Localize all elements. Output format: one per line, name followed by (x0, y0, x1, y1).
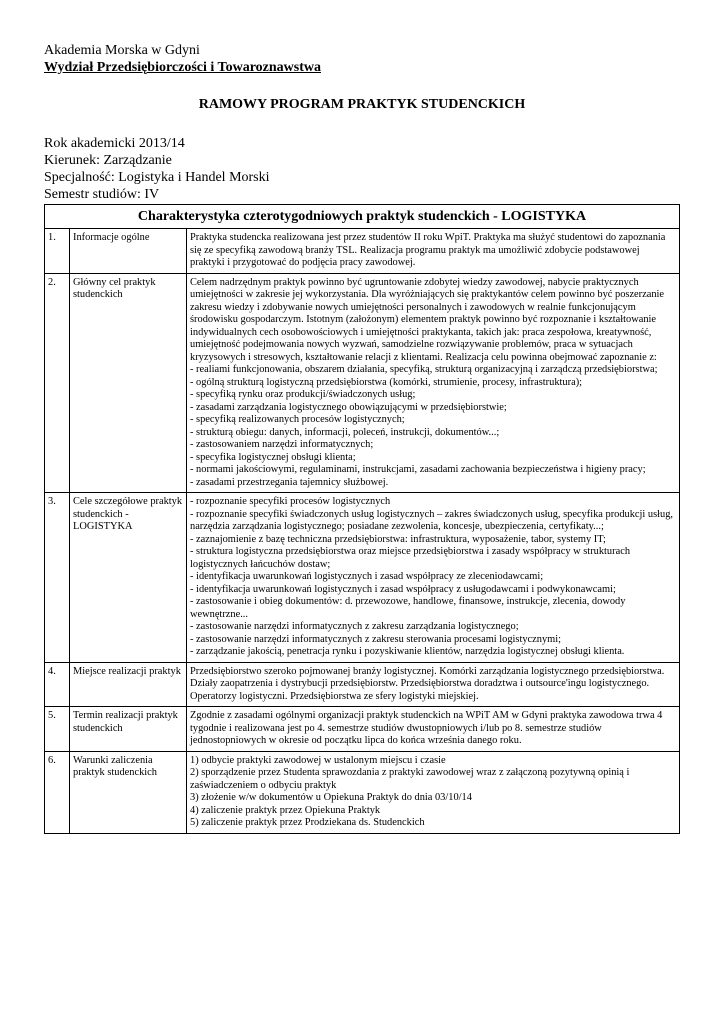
row-label: Informacje ogólne (70, 229, 187, 274)
table-row (45, 707, 680, 752)
row-content (187, 707, 680, 752)
row-label: Miejsce realizacji praktyk (70, 662, 187, 707)
program-table-body (45, 229, 680, 834)
content-line: - zastosowanie narzędzi informatycznych z zakresu zarządzania logistycznego; (190, 621, 519, 632)
content-line: - strukturą obiegu: danych, informacji, poleceń, instrukcji, dokumentów...; (190, 426, 500, 438)
table-row (45, 229, 680, 274)
content-line: 2) sporządzenie przez Studenta sprawozdania z praktyki zawodowej wraz z załączoną pozytywną opinią i zaświadczeniem o odbyciu praktyk (190, 767, 630, 791)
field-of-study: Kierunek: Zarządzanie (44, 153, 172, 168)
content-line: - identyfikacja uwarunkowań logistycznych i zasad współpracy z usługodawcami i podwykonawcami; (190, 583, 616, 595)
content-line: Praktyka studencka realizowana jest przez studentów II roku WpiT. Praktyka ma służyć studentowi do zapoznania się ze specyfiką zawodową branży TSL. Realizacja programu praktyk ma umożliwić zdobycie podstawowej praktyki i przygotować do podjęcia pracy zawodowej. (190, 232, 666, 268)
table-row (45, 493, 680, 663)
row-content (187, 493, 680, 663)
content-line: Przedsiębiorstwo szeroko pojmowanej branży logistycznej. Komórki zarządzania logistycznego przedsiębiorstwa. Działy zaopatrzenia i dystrybucji przedsiębiorstw. Przedsiębiorstwa doradztwa i outsource'ingu logistycznego. Operatorzy logistyczni. Przedsiębiorstwa ze sfery logistyki miejskiej. (190, 665, 665, 702)
row-label: Główny cel praktyk studenckich (70, 273, 187, 493)
row-content (187, 662, 680, 707)
program-info (44, 135, 680, 203)
content-line: - zasadami przestrzegania tajemnicy służbowej. (190, 476, 389, 488)
content-line: - identyfikacja uwarunkowań logistycznych i zasad współpracy ze zleceniodawcami; (190, 571, 544, 582)
row-number: 3. (45, 493, 70, 663)
institution-name: Akademia Morska w Gdyni (44, 43, 200, 58)
specialization: Specjalność: Logistyka i Handel Morski (44, 170, 270, 185)
row-number: 2. (45, 273, 70, 493)
content-line: - normami jakościowymi, regulaminami, instrukcjami, zasadami zachowania bezpieczeństwa i higieny pracy; (190, 464, 646, 475)
document-title: RAMOWY PROGRAM PRAKTYK STUDENCKICH (198, 97, 526, 112)
content-line: - zasadami zarządzania logistycznego obowiązującymi w przedsiębiorstwie; (190, 401, 507, 413)
content-line: - zaznajomienie z bazę techniczna przedsiębiorstwa: infrastruktura, wyposażenie, tabor, systemy IT; (190, 533, 606, 545)
row-number: 6. (45, 751, 70, 833)
table-row (45, 273, 680, 493)
content-line: - specyfiką realizowanych procesów logistycznych; (190, 414, 405, 425)
content-line: - zarządzanie jakością, penetracja rynku i pozyskiwanie klientów, narzędzia logistycznej obsługi klienta. (190, 646, 625, 657)
content-line: - rozpoznanie specyfiki procesów logistycznych (190, 496, 391, 507)
row-number: 1. (45, 229, 70, 274)
table-row (45, 662, 680, 707)
content-line: - specyfika logistycznej obsługi klienta; (190, 451, 356, 463)
document-page (44, 42, 680, 828)
row-number: 5. (45, 707, 70, 752)
row-content (187, 273, 680, 493)
row-label: Termin realizacji praktyk studenckich (70, 707, 187, 752)
table-heading: Charakterystyka czterotygodniowych praktyk studenckich - LOGISTYKA (45, 205, 680, 229)
row-number: 4. (45, 662, 70, 707)
content-line: 5) zaliczenie praktyk przez Prodziekana ds. Studenckich (190, 817, 425, 828)
row-content (187, 229, 680, 274)
faculty-name: Wydział Przedsiębiorczości i Towaroznawstwa (44, 60, 321, 75)
program-table (44, 204, 680, 834)
content-line: - zastosowanie narzędzi informatycznych z zakresu sterowania procesami logistycznymi; (190, 633, 562, 645)
row-label: Cele szczegółowe praktyk studenckich - LOGISTYKA (70, 493, 187, 663)
content-line: - struktura logistyczna przedsiębiorstwa oraz miejsce przedsiębiorstwa i zasady współpracy w strukturach logistycznych łańcuchów dostaw; (190, 546, 631, 570)
semester: Semestr studiów: IV (44, 187, 160, 202)
content-line: 4) zaliczenie praktyk przez Opiekuna Praktyk (190, 804, 381, 816)
content-line: Zgodnie z zasadami ogólnymi organizacji praktyk studenckich na WPiT AM w Gdyni praktyka zawodowa trwa 4 tygodnie i realizowana jest po 4. semestrze studiów dwustopniowych i/lub po 8. semestrze studiów jednostopniowych w okresie od początku lipca do końca września danego roku. (190, 710, 663, 746)
content-line: - realiami funkcjonowania, obszarem działania, specyfiką, strukturą organizacyjną i zarządczą przedsiębiorstwa; (190, 364, 658, 375)
row-content (187, 751, 680, 833)
content-line: Celem nadrzędnym praktyk powinno być ugruntowanie zdobytej wiedzy zawodowej, nabycie praktycznych umiejętności w zakresie jej wykorzystania. Dla wyróżniających się praktykantów celem powinno być poszerzanie zakresu wiedzy i zdobywanie nowych umiejętności personalnych i zawodowych w realnie funkcjonującym środowisku gospodarczym. Istotnym (założonym) elementem praktyk powinno być rozpoznanie i kształtowanie indywidualnych cech osobowościowych i umiejętności praktykanta, takich jak: praca zespołowa, kreatywność, umiejętność podejmowania nowych wyzwań, samodzielne rozwiązywanie problemów, praca w sytuacjach kryzysowych i stresowych, kształtowanie relacji z klientami. Realizacja celu powinna obejmować zapoznanie z: (190, 276, 665, 363)
content-line: - zastosowaniem narzędzi informatycznych; (190, 439, 374, 450)
content-line: - specyfiką rynku oraz produkcji/świadczonych usług; (190, 389, 416, 400)
content-line: - zastosowanie i obieg dokumentów: d. przewozowe, handlowe, finansowe, instrukcje, zlecenia, dowody wewnętrzne... (190, 596, 626, 620)
table-row (45, 751, 680, 833)
row-label: Warunki zaliczenia praktyk studenckich (70, 751, 187, 833)
academic-year: Rok akademicki 2013/14 (44, 136, 185, 151)
content-line: - ogólną strukturą logistyczną przedsiębiorstwa (komórki, strumienie, procesy, infrastruktura); (190, 376, 583, 388)
content-line: - rozpoznanie specyfiki świadczonych usług logistycznych – zakres świadczonych usług, specyfika produkcji usług, narzędzia zarządzania logistycznego; posiadane zezwolenia, koncesje, ubezpieczenia, certyfikaty...; (190, 508, 674, 532)
content-line: 3) złożenie w/w dokumentów u Opiekuna Praktyk do dnia 03/10/14 (190, 792, 472, 803)
content-line: 1) odbycie praktyki zawodowej w ustalonym miejscu i czasie (190, 754, 446, 766)
